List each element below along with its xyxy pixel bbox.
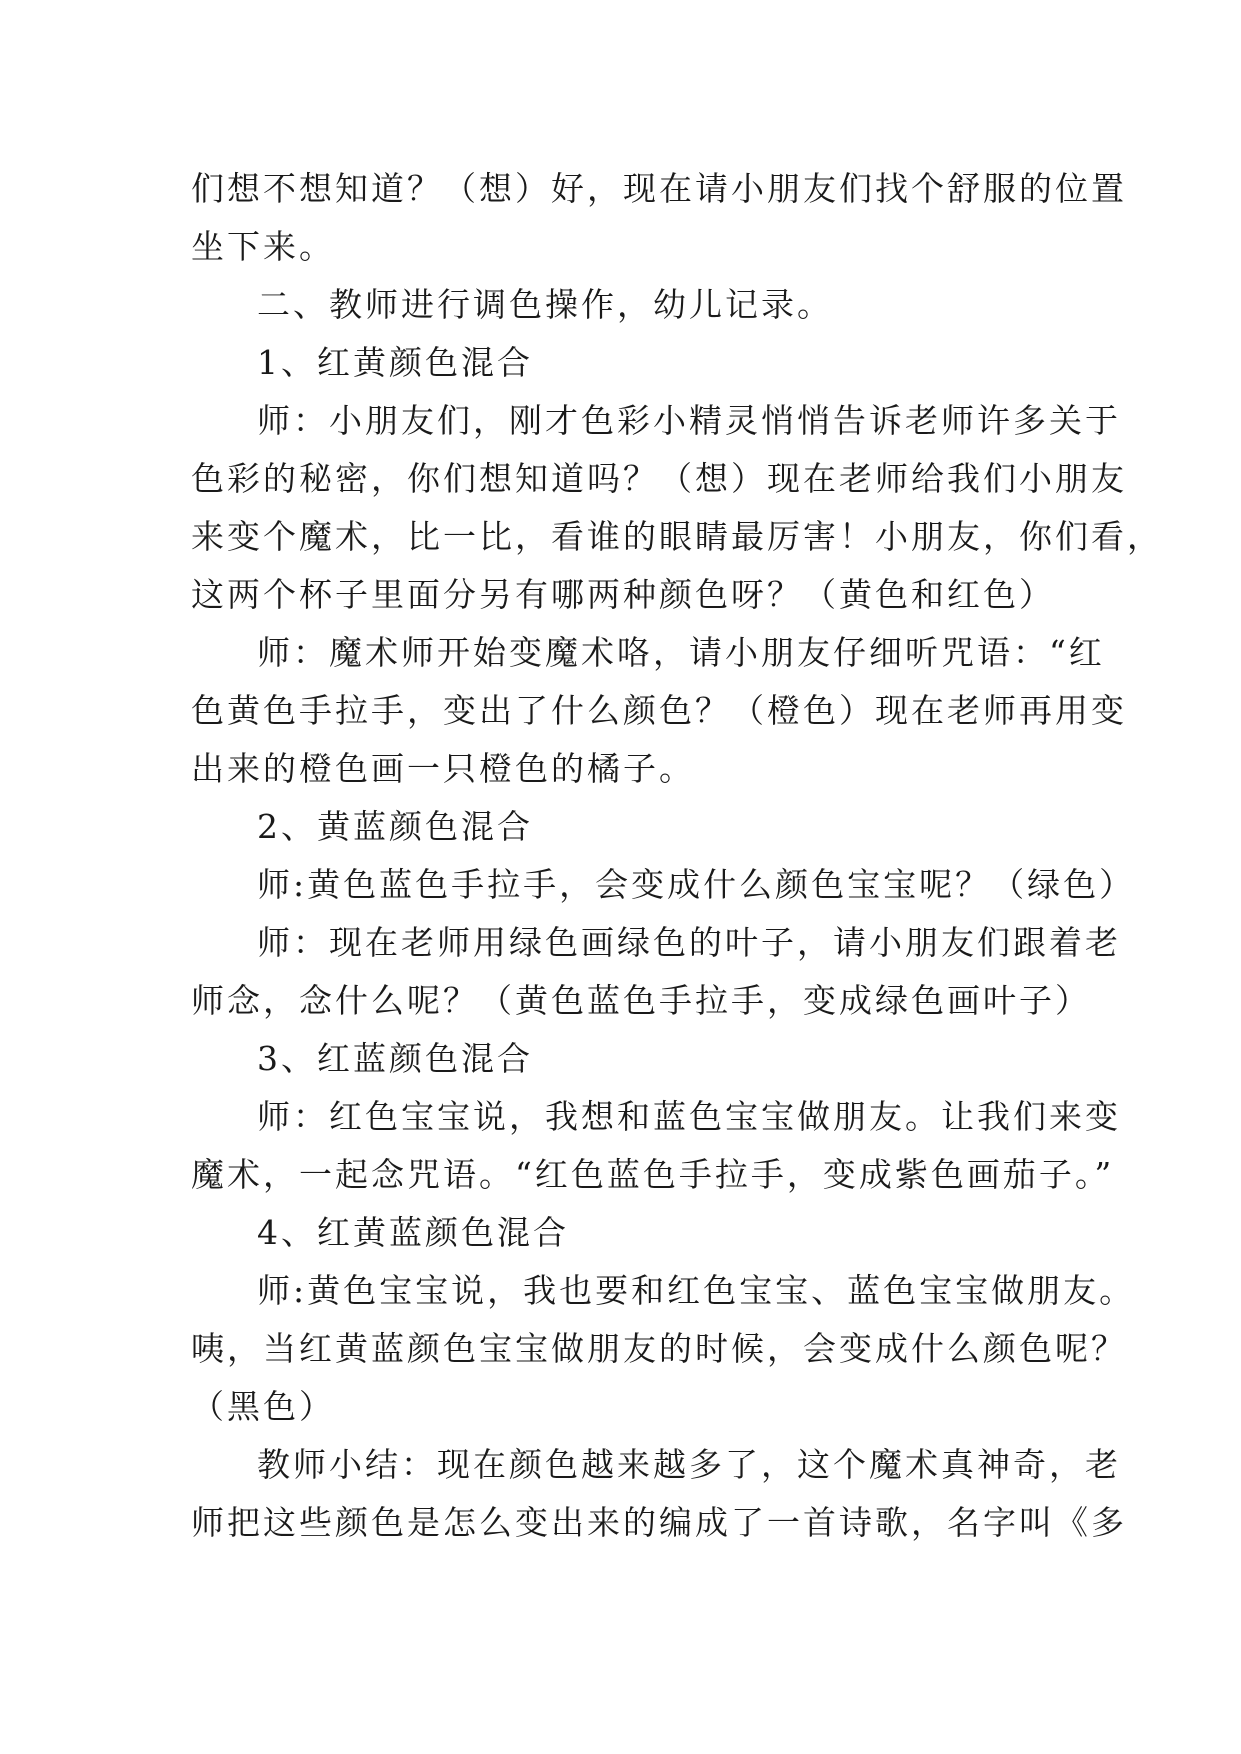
text-line: 们想不想知道？（想）好，现在请小朋友们找个舒服的位置 — [191, 169, 1127, 208]
text-line: 咦，当红黄蓝颜色宝宝做朋友的时候，会变成什么颜色呢？ — [191, 1329, 1127, 1368]
text-line: 师：红色宝宝说，我想和蓝色宝宝做朋友。让我们来变 — [257, 1097, 1121, 1136]
text-line: 师:黄色蓝色手拉手，会变成什么颜色宝宝呢？（绿色） — [257, 865, 1136, 904]
text-line: 师把这些颜色是怎么变出来的编成了一首诗歌，名字叫《多 — [191, 1503, 1127, 1542]
text-line: 师：现在老师用绿色画绿色的叶子，请小朋友们跟着老 — [257, 923, 1121, 962]
text-line: 来变个魔术，比一比，看谁的眼睛最厉害！小朋友，你们看， — [191, 517, 1163, 556]
subsection-heading: 4、红黄蓝颜色混合 — [257, 1213, 569, 1252]
subsection-heading: 1、红黄颜色混合 — [257, 343, 533, 382]
text-line: 教师小结：现在颜色越来越多了，这个魔术真神奇，老 — [257, 1445, 1121, 1484]
text-line: 这两个杯子里面分另有哪两种颜色呀？（黄色和红色） — [191, 575, 1055, 614]
subsection-heading: 3、红蓝颜色混合 — [257, 1039, 533, 1078]
text-line: 色彩的秘密，你们想知道吗？（想）现在老师给我们小朋友 — [191, 459, 1127, 498]
text-line: 坐下来。 — [191, 227, 335, 266]
text-line: 师念，念什么呢？（黄色蓝色手拉手，变成绿色画叶子） — [191, 981, 1091, 1020]
body-text — [191, 160, 1163, 1552]
text-line: 师：魔术师开始变魔术咯，请小朋友仔细听咒语：“红 — [257, 633, 1105, 672]
text-line: 师:黄色宝宝说，我也要和红色宝宝、蓝色宝宝做朋友。 — [257, 1271, 1136, 1310]
section-heading: 二、教师进行调色操作，幼儿记录。 — [257, 285, 833, 324]
text-line: 魔术，一起念咒语。“红色蓝色手拉手，变成紫色画茄子。” — [191, 1155, 1115, 1194]
text-line: 色黄色手拉手，变出了什么颜色？（橙色）现在老师再用变 — [191, 691, 1127, 730]
text-line: （黑色） — [191, 1387, 335, 1426]
text-line: 师：小朋友们，刚才色彩小精灵悄悄告诉老师许多关于 — [257, 401, 1121, 440]
subsection-heading: 2、黄蓝颜色混合 — [257, 807, 533, 846]
text-line: 出来的橙色画一只橙色的橘子。 — [191, 749, 695, 788]
